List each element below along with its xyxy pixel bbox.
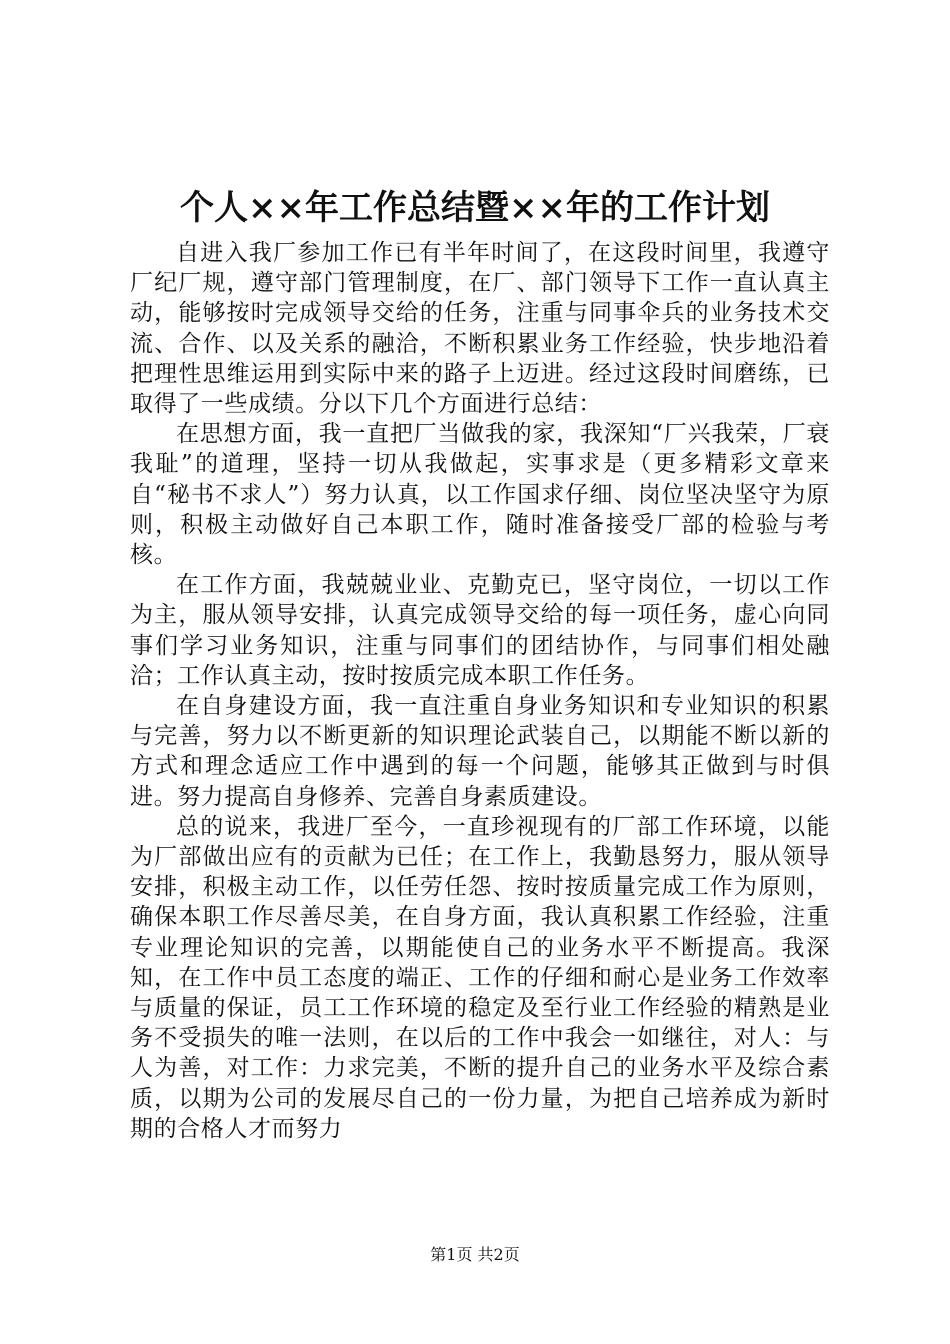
paragraph-summary: 总的说来，我进厂至今，一直珍视现有的厂部工作环境，以能为厂部做出应有的贡献为已任；在工作上，我勤恳努力，服从领导安排，积极主动工作，以任劳任怨、按时按质量完成工作为原则，确保本职工作尽善尽美，在自身方面，我认真积累工作经验，注重专业理论知识的完善，以期能使自己的业务水平不断提高。我深知，在工作中员工态度的端正、工作的仔细和耐心是业务工作效率与质量的保证，员工工作环境的稳定及至行业工作经验的精熟是业务不受损失的唯一法则，在以后的工作中我会一如继往，对人：与人为善，对工作：力求完美，不断的提升自己的业务水平及综合素质，以期为公司的发展尽自己的一份力量，为把自己培养成为新时期的合格人才而努力 xyxy=(130,813,830,1142)
document-title: 个人××年工作总结暨××年的工作计划 xyxy=(180,188,770,228)
paragraph-self-development: 在自身建设方面，我一直注重自身业务知识和专业知识的积累与完善，努力以不断更新的知识理论武装自己，以期能不断以新的方式和理念适应工作中遇到的每一个问题，能够其正做到与时俱进。努力提高自身修养、完善自身素质建设。 xyxy=(130,693,830,810)
paragraph-work: 在工作方面，我兢兢业业、克勤克已，坚守岗位，一切以工作为主，服从领导安排，认真完成领导交给的每一项任务，虚心向同事们学习业务知识，注重与同事们的团结协作，与同事们相处融洽；工作认真主动，按时按质完成本职工作任务。 xyxy=(130,572,830,689)
paragraph-intro: 自进入我厂参加工作已有半年时间了，在这段时间里，我遵守厂纪厂规，遵守部门管理制度，在厂、部门领导下工作一直认真主动，能够按时完成领导交给的任务，注重与同事伞兵的业务技术交流、合作、以及关系的融洽，不断积累业务工作经验，快步地沿着把理性思维运用到实际中来的路子上迈进。经过这段时间磨练，已取得了一些成绩。分以下几个方面进行总结： xyxy=(130,240,830,418)
document-body xyxy=(130,238,830,1144)
page-number-footer: 第1页 共2页 xyxy=(430,1245,520,1264)
paragraph-ideology: 在思想方面，我一直把厂当做我的家，我深知“厂兴我荣，厂衰我耻”的道理，坚持一切从我做起，实事求是（更多精彩文章来自“秘书不求人”）努力认真，以工作国求仔细、岗位坚决坚守为原则，积极主动做好自己本职工作，随时准备接受厂部的检验与考核。 xyxy=(130,421,830,569)
